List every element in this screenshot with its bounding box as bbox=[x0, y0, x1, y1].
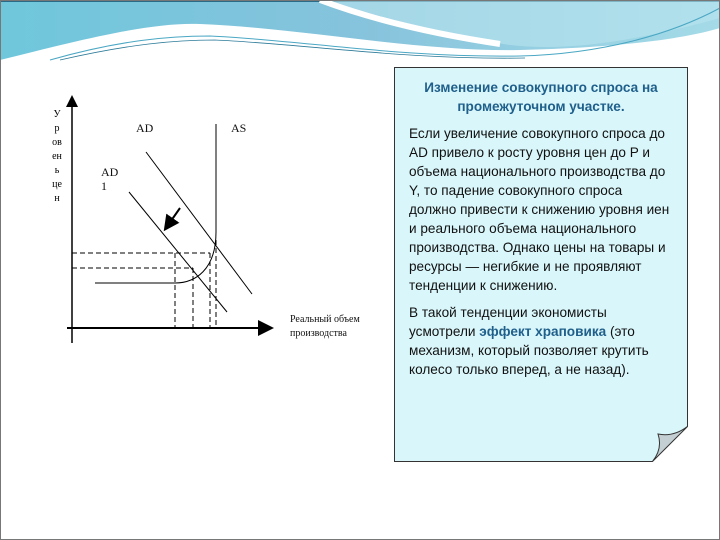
note-paragraph-2 bbox=[409, 303, 673, 379]
y-label-part: це bbox=[52, 179, 62, 190]
ad1-label bbox=[101, 165, 118, 193]
ad1-label-line1: AD bbox=[101, 165, 119, 179]
page-curl-icon bbox=[652, 426, 688, 462]
explanation-note bbox=[394, 67, 688, 462]
y-label-part: р bbox=[54, 123, 60, 134]
note-title: Изменение совокупного спроса на промежуточном участке. bbox=[424, 80, 658, 114]
y-label-part: ь bbox=[54, 165, 60, 176]
shift-arrow bbox=[166, 208, 180, 228]
y-label-part: н bbox=[54, 193, 60, 204]
as-curve-bend bbox=[95, 232, 216, 283]
dashed-guides bbox=[72, 240, 216, 328]
x-axis-label bbox=[290, 313, 360, 341]
ad1-label-line2: 1 bbox=[101, 179, 107, 193]
note-paragraph-1: Если увеличение совокупного спроса до AD привело к росту уровня цен до P и объема национального производства до Y, то падение совокупного спроса должно привести к снижению уровня иен и реального объема национального производства. Однако цены на товары и ресурсы — негибкие и не проявляют тенденции к снижению. bbox=[409, 126, 670, 293]
x-label-line2: производства bbox=[290, 328, 347, 339]
as-label: AS bbox=[231, 121, 247, 135]
ad-curve bbox=[146, 152, 252, 294]
para2-text: В такой тенденции экономисты усмотрели bbox=[409, 305, 607, 339]
y-label-part: ов bbox=[52, 137, 62, 148]
para2-text-end: (это механизм, который позволяет крутить колесо только вперед, а не назад). bbox=[409, 324, 649, 377]
x-label-line1: Реальный объем bbox=[290, 314, 360, 325]
ad-label: AD bbox=[136, 121, 154, 135]
y-label-part: У bbox=[53, 109, 61, 120]
y-label-part: ен bbox=[52, 151, 62, 162]
ratchet-effect-term: эффект храповика bbox=[479, 324, 607, 339]
y-axis-label bbox=[47, 108, 67, 206]
